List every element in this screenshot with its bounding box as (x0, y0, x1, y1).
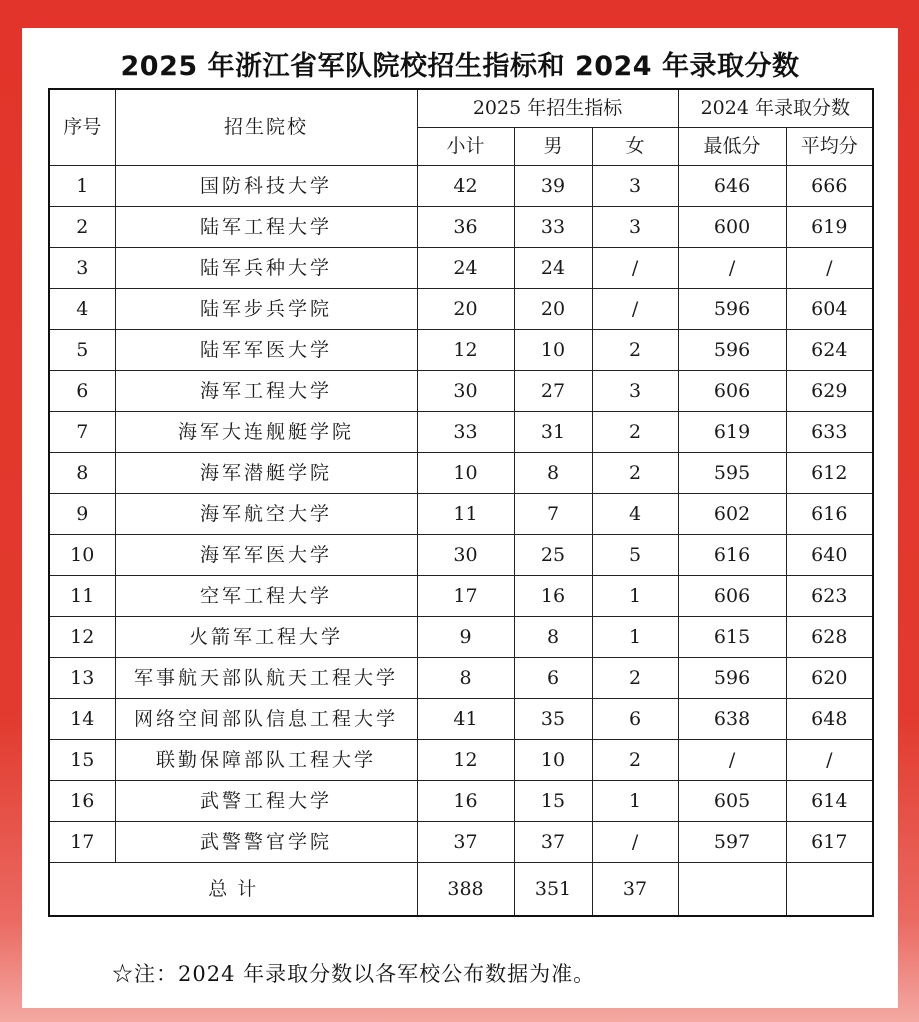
cell-min-score: 606 (678, 576, 786, 617)
cell-min-score: 597 (678, 822, 786, 863)
cell-avg-score: 617 (786, 822, 873, 863)
cell-avg-score: / (786, 740, 873, 781)
cell-male: 33 (514, 207, 592, 248)
footnote: ☆注：2024 年录取分数以各军校公布数据为准。 (112, 962, 596, 986)
cell-index: 12 (49, 617, 115, 658)
cell-male: 24 (514, 248, 592, 289)
cell-school: 联勤保障部队工程大学 (115, 740, 417, 781)
cell-avg-score: 614 (786, 781, 873, 822)
cell-male: 20 (514, 289, 592, 330)
cell-subtotal: 10 (417, 453, 514, 494)
cell-avg-score: 616 (786, 494, 873, 535)
cell-min-score: 602 (678, 494, 786, 535)
cell-index: 15 (49, 740, 115, 781)
cell-female: / (592, 822, 678, 863)
cell-school: 陆军兵种大学 (115, 248, 417, 289)
cell-female: 5 (592, 535, 678, 576)
cell-subtotal: 12 (417, 740, 514, 781)
cell-male: 27 (514, 371, 592, 412)
cell-school: 陆军军医大学 (115, 330, 417, 371)
header-male: 男 (514, 128, 592, 166)
cell-index: 16 (49, 781, 115, 822)
table-row (49, 658, 873, 699)
header-index: 序号 (49, 89, 115, 166)
cell-index: 3 (49, 248, 115, 289)
cell-subtotal: 33 (417, 412, 514, 453)
cell-school: 海军大连舰艇学院 (115, 412, 417, 453)
cell-avg-score: 666 (786, 166, 873, 207)
cell-male: 8 (514, 453, 592, 494)
table-row (49, 822, 873, 863)
cell-index: 2 (49, 207, 115, 248)
table-row (49, 207, 873, 248)
table-row (49, 535, 873, 576)
header-score-2024: 2024 年录取分数 (678, 89, 873, 128)
cell-index: 7 (49, 412, 115, 453)
cell-school: 陆军步兵学院 (115, 289, 417, 330)
cell-avg-score: / (786, 248, 873, 289)
cell-min-score: 600 (678, 207, 786, 248)
cell-female: 3 (592, 207, 678, 248)
cell-male: 35 (514, 699, 592, 740)
cell-subtotal: 9 (417, 617, 514, 658)
cell-index: 10 (49, 535, 115, 576)
cell-avg-score: 623 (786, 576, 873, 617)
table-row (49, 576, 873, 617)
cell-school: 武警工程大学 (115, 781, 417, 822)
cell-male: 25 (514, 535, 592, 576)
total-label: 总 计 (49, 863, 417, 917)
header-school: 招生院校 (115, 89, 417, 166)
header-subtotal: 小计 (417, 128, 514, 166)
cell-index: 1 (49, 166, 115, 207)
document-title: 2025 年浙江省军队院校招生指标和 2024 年录取分数 (120, 51, 800, 82)
cell-female: 4 (592, 494, 678, 535)
cell-school: 武警警官学院 (115, 822, 417, 863)
header-min-score: 最低分 (678, 128, 786, 166)
cell-index: 9 (49, 494, 115, 535)
total-avg-score (786, 863, 873, 917)
cell-avg-score: 648 (786, 699, 873, 740)
cell-subtotal: 30 (417, 371, 514, 412)
admission-table (48, 88, 874, 917)
table-row (49, 453, 873, 494)
cell-min-score: 638 (678, 699, 786, 740)
document-page (22, 28, 898, 1008)
cell-female: 1 (592, 617, 678, 658)
cell-female: 2 (592, 658, 678, 699)
total-row (49, 863, 873, 917)
cell-male: 6 (514, 658, 592, 699)
cell-female: 2 (592, 330, 678, 371)
cell-subtotal: 12 (417, 330, 514, 371)
cell-avg-score: 629 (786, 371, 873, 412)
cell-school: 火箭军工程大学 (115, 617, 417, 658)
cell-male: 37 (514, 822, 592, 863)
table-row (49, 330, 873, 371)
table-row (49, 699, 873, 740)
table-row (49, 494, 873, 535)
header-female: 女 (592, 128, 678, 166)
cell-min-score: 595 (678, 453, 786, 494)
table-row (49, 740, 873, 781)
cell-male: 7 (514, 494, 592, 535)
cell-male: 39 (514, 166, 592, 207)
cell-min-score: 596 (678, 330, 786, 371)
cell-school: 海军军医大学 (115, 535, 417, 576)
cell-avg-score: 612 (786, 453, 873, 494)
cell-school: 陆军工程大学 (115, 207, 417, 248)
cell-school: 网络空间部队信息工程大学 (115, 699, 417, 740)
cell-index: 17 (49, 822, 115, 863)
cell-school: 军事航天部队航天工程大学 (115, 658, 417, 699)
cell-subtotal: 30 (417, 535, 514, 576)
table-row (49, 248, 873, 289)
table-row (49, 166, 873, 207)
cell-subtotal: 16 (417, 781, 514, 822)
cell-subtotal: 42 (417, 166, 514, 207)
cell-female: 3 (592, 371, 678, 412)
cell-min-score: 615 (678, 617, 786, 658)
total-male: 351 (514, 863, 592, 917)
table-row (49, 289, 873, 330)
cell-index: 11 (49, 576, 115, 617)
cell-avg-score: 624 (786, 330, 873, 371)
cell-subtotal: 20 (417, 289, 514, 330)
cell-min-score: 619 (678, 412, 786, 453)
cell-male: 10 (514, 740, 592, 781)
header-avg-score: 平均分 (786, 128, 873, 166)
cell-female: 2 (592, 740, 678, 781)
cell-avg-score: 604 (786, 289, 873, 330)
table-row (49, 617, 873, 658)
cell-min-score: / (678, 740, 786, 781)
cell-school: 海军工程大学 (115, 371, 417, 412)
table-row (49, 412, 873, 453)
cell-female: / (592, 248, 678, 289)
cell-avg-score: 628 (786, 617, 873, 658)
total-female: 37 (592, 863, 678, 917)
cell-index: 14 (49, 699, 115, 740)
cell-index: 13 (49, 658, 115, 699)
table-row (49, 781, 873, 822)
cell-subtotal: 37 (417, 822, 514, 863)
cell-index: 4 (49, 289, 115, 330)
cell-subtotal: 11 (417, 494, 514, 535)
cell-min-score: 605 (678, 781, 786, 822)
cell-min-score: / (678, 248, 786, 289)
cell-index: 5 (49, 330, 115, 371)
cell-avg-score: 640 (786, 535, 873, 576)
cell-min-score: 646 (678, 166, 786, 207)
total-min-score (678, 863, 786, 917)
cell-school: 海军航空大学 (115, 494, 417, 535)
cell-male: 15 (514, 781, 592, 822)
cell-female: 3 (592, 166, 678, 207)
cell-male: 10 (514, 330, 592, 371)
cell-avg-score: 633 (786, 412, 873, 453)
cell-subtotal: 36 (417, 207, 514, 248)
cell-index: 6 (49, 371, 115, 412)
cell-subtotal: 17 (417, 576, 514, 617)
cell-min-score: 596 (678, 289, 786, 330)
cell-female: 1 (592, 781, 678, 822)
cell-school: 空军工程大学 (115, 576, 417, 617)
cell-school: 国防科技大学 (115, 166, 417, 207)
cell-avg-score: 620 (786, 658, 873, 699)
cell-female: 6 (592, 699, 678, 740)
cell-subtotal: 24 (417, 248, 514, 289)
table-row (49, 371, 873, 412)
header-quota-2025: 2025 年招生指标 (417, 89, 678, 128)
cell-female: 2 (592, 412, 678, 453)
cell-female: 1 (592, 576, 678, 617)
cell-index: 8 (49, 453, 115, 494)
cell-school: 海军潜艇学院 (115, 453, 417, 494)
table-header-row (49, 89, 873, 128)
cell-min-score: 596 (678, 658, 786, 699)
cell-female: 2 (592, 453, 678, 494)
cell-min-score: 616 (678, 535, 786, 576)
cell-male: 8 (514, 617, 592, 658)
total-subtotal: 388 (417, 863, 514, 917)
cell-min-score: 606 (678, 371, 786, 412)
cell-subtotal: 41 (417, 699, 514, 740)
cell-male: 16 (514, 576, 592, 617)
cell-subtotal: 8 (417, 658, 514, 699)
cell-male: 31 (514, 412, 592, 453)
cell-avg-score: 619 (786, 207, 873, 248)
cell-female: / (592, 289, 678, 330)
